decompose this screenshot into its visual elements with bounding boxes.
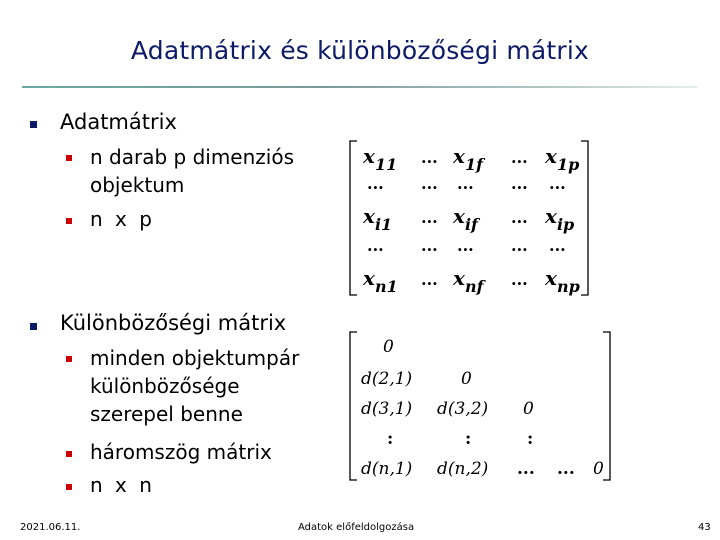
matrix-ellipsis: ... [457,236,474,255]
matrix-ellipsis: ... [421,270,438,289]
matrix-entry: $x_{i1}$ [363,204,393,234]
matrix-entry: $x_{if}$ [453,204,478,234]
matrix-entry: $x_{1f}$ [453,144,483,174]
left-bracket [350,141,357,295]
matrix-ellipsis: ... [421,208,438,227]
sub-bullet-square [66,356,72,362]
section-heading-kulonbozosegi: Különbözőségi mátrix [60,311,287,335]
sub-bullet-square [66,451,72,457]
matrix-ellipsis: ... [511,208,528,227]
sub-bullet-square [66,218,72,224]
matrix-entry: 0 [523,399,534,419]
matrix-ellipsis: ... [557,459,575,479]
matrix-entry: 0 [461,369,472,389]
matrix-ellipsis: ... [367,236,384,255]
matrix-ellipsis: ... [421,174,438,193]
matrix-vertical-ellipsis: : [527,429,534,449]
page-number: 43 [698,522,711,533]
footer-date: 2021.06.11. [20,522,81,533]
matrix-ellipsis: ... [511,148,528,167]
matrix-entry: $x_{11}$ [363,144,398,174]
bullet-square [30,121,37,128]
list-item-objektumpar: minden objektumpár különbözősége szerepel benne [90,346,300,426]
matrix-entry: d(2,1) [361,369,413,389]
list-item-n-darab: n darab p dimenziós objektum [90,145,294,197]
matrix-entry: $x_{np}$ [545,266,580,296]
matrix-entry: d(n,2) [437,459,489,479]
matrix-ellipsis: ... [549,236,566,255]
list-item-haromszog: háromszög mátrix [90,440,272,464]
matrix-entry: d(3,1) [361,399,413,419]
matrix-entry: $x_{n1}$ [363,266,398,296]
footer-title: Adatok előfeldolgozása [298,522,415,533]
matrix-vertical-ellipsis: : [387,429,394,449]
list-item-nxp: n x p [90,207,155,231]
matrix-entry: d(n,1) [361,459,413,479]
matrix-ellipsis: ... [421,148,438,167]
matrix-entry: d(3,2) [437,399,489,419]
matrix-entry: $x_{ip}$ [545,204,575,234]
section-heading-adatmatrix: Adatmátrix [60,110,177,134]
matrix-entry: 0 [383,337,394,357]
slide-title: Adatmátrix és különbözőségi mátrix [130,36,590,65]
matrix-vertical-ellipsis: : [465,429,472,449]
matrix-ellipsis: ... [511,270,528,289]
sub-bullet-square [66,155,72,161]
left-bracket [350,332,357,480]
matrix-ellipsis: ... [457,174,474,193]
matrix-entry: $x_{1p}$ [545,144,580,174]
data-matrix [345,135,595,301]
bullet-square [30,323,37,330]
matrix-entry: $x_{nf}$ [453,266,484,296]
matrix-ellipsis: ... [517,459,535,479]
matrix-entry: 0 [593,459,604,479]
matrix-ellipsis: ... [511,236,528,255]
matrix-ellipsis: ... [549,174,566,193]
title-underline [22,86,698,88]
right-bracket [603,332,610,480]
matrix-ellipsis: ... [421,236,438,255]
matrix-ellipsis: ... [511,174,528,193]
dissimilarity-matrix [345,328,615,486]
right-bracket [581,141,588,295]
matrix-ellipsis: ... [367,174,384,193]
list-item-nxn: n x n [90,473,155,497]
sub-bullet-square [66,484,72,490]
